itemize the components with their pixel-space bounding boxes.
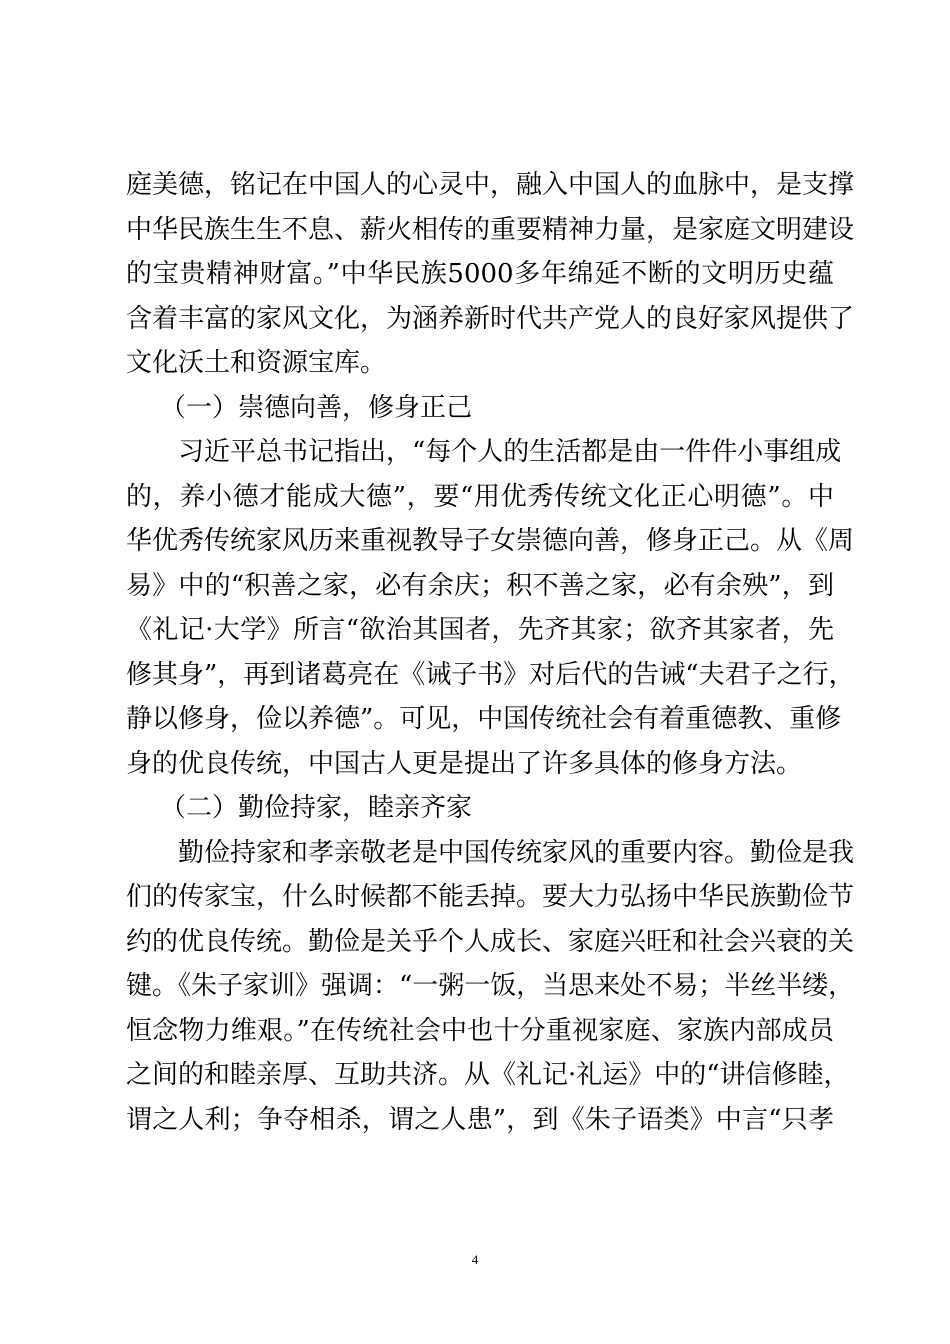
text-line: 身的优良传统，中国古人更是提出了许多具体的修身方法。 bbox=[126, 749, 803, 779]
section-heading: （一）崇德向善，修身正己 bbox=[160, 393, 473, 423]
page-number: 4 bbox=[471, 1252, 479, 1267]
text-line: 中华民族生生不息、薪火相传的重要精神力量，是家庭文明建设 bbox=[126, 215, 855, 245]
section-heading: （二）勤俭持家，睦亲齐家 bbox=[160, 793, 473, 823]
text-line: 易》中的“积善之家，必有余庆；积不善之家，必有余殃”，到 bbox=[126, 571, 834, 601]
text-line: 恒念物力维艰。”在传统社会中也十分重视家庭、家族内部成员 bbox=[126, 1016, 834, 1046]
text-line: 庭美德，铭记在中国人的心灵中，融入中国人的血脉中，是支撑 bbox=[126, 170, 855, 200]
text-line: 约的优良传统。勤俭是关乎个人成长、家庭兴旺和社会兴衰的关 bbox=[126, 927, 855, 957]
text-line: 习近平总书记指出，“每个人的生活都是由一件件小事组成 bbox=[178, 437, 842, 467]
text-line: 的，养小德才能成大德”，要“用优秀传统文化正心明德”。中 bbox=[126, 482, 834, 512]
text-line: 们的传家宝，什么时候都不能丢掉。要大力弘扬中华民族勤俭节 bbox=[126, 882, 855, 912]
text-line: 文化沃土和资源宝库。 bbox=[126, 348, 387, 378]
text-line: 谓之人利；争夺相杀，谓之人患”，到《朱子语类》中言“只孝 bbox=[126, 1105, 834, 1135]
text-line: 勤俭持家和孝亲敬老是中国传统家风的重要内容。勤俭是我 bbox=[178, 838, 855, 868]
text-line: 之间的和睦亲厚、互助共济。从《礼记·礼运》中的“讲信修睦， bbox=[126, 1060, 850, 1090]
text-line: 键。《朱子家训》强调：“一粥一饭，当思来处不易；半丝半缕， bbox=[126, 971, 855, 1001]
text-line: 含着丰富的家风文化，为涵养新时代共产党人的良好家风提供了 bbox=[126, 304, 855, 334]
text-line: 静以修身，俭以养德”。可见，中国传统社会有着重德教、重修 bbox=[126, 704, 842, 734]
text-line: 的宝贵精神财富。”中华民族5000多年绵延不断的文明历史蕴 bbox=[126, 259, 834, 289]
text-line: 华优秀传统家风历来重视教导子女崇德向善，修身正己。从《周 bbox=[126, 526, 855, 556]
text-line: 《礼记·大学》所言“欲治其国者，先齐其家；欲齐其家者，先 bbox=[126, 615, 834, 645]
text-line: 修其身”，再到诸葛亮在《诫子书》对后代的告诫“夫君子之行， bbox=[126, 660, 855, 690]
